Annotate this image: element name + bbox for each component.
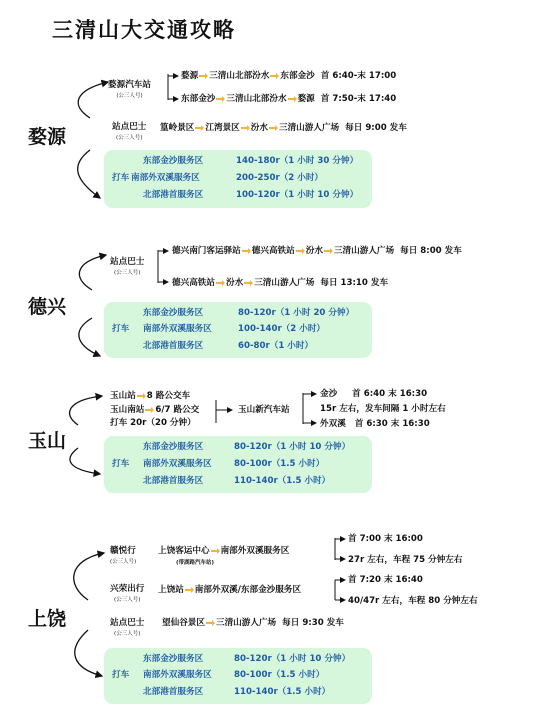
route-stop: 汾水 — [250, 123, 268, 133]
wuyuan-route-2 — [181, 93, 396, 105]
dexing-stop-bus-label — [110, 257, 144, 279]
route-time: 首 6:40 末 16:30 — [352, 389, 428, 399]
taxi-dest: 东部金沙服务区 — [143, 442, 204, 452]
taxi-price: 80-120r（1 小时 10 分钟） — [234, 654, 351, 664]
route-time: 每日 8:00 发车 — [400, 246, 462, 256]
hand-arrow-icon — [244, 280, 253, 286]
route-stop: 上饶站 — [158, 585, 184, 595]
taxi-dest: 南部外双溪服务区 — [131, 173, 200, 183]
route-stop: 三清山游人广场 — [333, 246, 395, 256]
route-stop: 江湾景区 — [205, 123, 240, 133]
route-time: 首 6:40-末 17:00 — [320, 71, 397, 81]
operator-name: 赣悦行 — [110, 546, 136, 556]
shangrao-taxi-label: 打车 — [112, 670, 130, 680]
route-stop: 德兴高铁站 — [251, 246, 295, 256]
yushan-taxi-label: 打车 — [112, 459, 130, 469]
hand-arrow-icon — [137, 393, 146, 399]
dest-name: 金沙 — [320, 389, 338, 399]
route-stop: 南部外双溪服务区 — [220, 546, 290, 556]
hand-arrow-icon — [206, 620, 215, 626]
taxi-dest: 北部港首服务区 — [143, 687, 204, 697]
operator-sub: (公三人号) — [114, 597, 141, 603]
operator-name: 兴荣出行 — [110, 584, 145, 594]
operator-sub: (公三人号) — [110, 559, 137, 565]
stop-bus-name: 站点巴士 — [110, 257, 145, 267]
hand-arrow-icon — [199, 73, 208, 79]
hand-arrow-icon — [288, 96, 297, 102]
taxi-price: 80-100r（1.5 小时） — [234, 670, 325, 680]
hand-arrow-icon — [324, 248, 333, 254]
taxi-price: 60-80r（1 小时） — [238, 341, 314, 351]
taxi-dest: 东部金沙服务区 — [143, 156, 204, 166]
wuyuan-bus-station-label — [108, 80, 151, 102]
city-shangrao: 上饶 — [28, 608, 67, 630]
route-stop: 东部金沙 — [181, 94, 216, 104]
route-stop: 6/7 路公交 — [155, 405, 200, 415]
route-stop: 婺源 — [181, 71, 199, 81]
yushan-mid-info: 15r 左右，发车间隔 1 小时左右 — [320, 404, 446, 414]
stop-bus-sub: (公三人号) — [114, 631, 141, 637]
taxi-price: 110-140r（1.5 小时） — [234, 687, 331, 697]
route-stop: 德兴南门客运驿站 — [172, 246, 241, 256]
route-stop: 篁岭景区 — [160, 123, 195, 133]
route-stop: 玉山站 — [110, 391, 136, 401]
taxi-dest: 南部外双溪服务区 — [143, 459, 212, 469]
shangrao-stop-bus-route — [162, 617, 344, 629]
shangrao-ganyue-info: 27r 左右，车程 75 分钟左右 — [348, 555, 463, 565]
hand-arrow-icon — [211, 548, 220, 554]
taxi-dest: 南部外双溪服务区 — [143, 670, 212, 680]
taxi-dest: 北部港首服务区 — [143, 341, 204, 351]
wuyuan-stop-bus-route — [160, 122, 407, 134]
route-stop: 汾水 — [305, 246, 323, 256]
shangrao-xingrong-info: 40/47r 左右，车程 80 分钟左右 — [348, 596, 478, 606]
hand-arrow-icon — [270, 73, 279, 79]
shangrao-ganyue-label — [110, 546, 136, 568]
yushan-hub: 玉山新汽车站 — [238, 405, 290, 415]
stop-bus-sub: (公三人号) — [114, 270, 141, 276]
stop-bus-sub: (公三人号) — [116, 135, 143, 141]
wuyuan-stop-bus-label — [112, 122, 146, 144]
hand-arrow-icon — [242, 248, 251, 254]
route-time: 首 7:50-末 17:40 — [320, 94, 397, 104]
shangrao-stop-bus-label — [110, 618, 144, 640]
route-stop: 三清山北部汾水 — [209, 71, 270, 81]
hand-arrow-icon — [145, 407, 154, 413]
route-stop: 玉山南站 — [110, 405, 145, 415]
shangrao-xingrong-route — [158, 584, 301, 596]
wuyuan-bus-station-name: 婺源汽车站 — [108, 80, 151, 90]
hand-arrow-icon — [195, 125, 204, 131]
taxi-price: 80-120r（1 小时 10 分钟） — [234, 442, 351, 452]
hand-arrow-icon — [216, 96, 225, 102]
wuyuan-route-1 — [181, 70, 396, 82]
route-stop: 德兴高铁站 — [172, 278, 215, 288]
taxi-dest: 北部港首服务区 — [143, 190, 204, 200]
route-stop: 东部金沙 — [280, 71, 315, 81]
shangrao-ganyue-route — [158, 545, 289, 557]
route-time: 每日 9:00 发车 — [345, 123, 407, 133]
taxi-dest: 南部外双溪服务区 — [143, 324, 212, 334]
taxi-price: 100-120r（1 小时 10 分钟） — [236, 190, 359, 200]
route-time: 每日 9:30 发车 — [282, 618, 344, 628]
route-stop: 三清山北部汾水 — [226, 94, 287, 104]
stop-bus-name: 站点巴士 — [112, 122, 147, 132]
city-yushan: 玉山 — [28, 430, 67, 452]
wuyuan-bus-station-sub: (公三人号) — [116, 93, 143, 99]
taxi-price: 140-180r（1 小时 30 分钟） — [236, 156, 359, 166]
hand-arrow-icon — [241, 125, 250, 131]
dexing-route-1 — [172, 245, 462, 257]
yushan-dest-1 — [320, 388, 427, 400]
shangrao-ganyue-station-sub: (带湖路汽车站) — [176, 560, 215, 566]
dest-name: 外双溪 — [320, 419, 346, 429]
taxi-price: 100-140r（2 小时） — [238, 324, 326, 334]
yushan-source-3: 打车 20r（20 分钟） — [110, 418, 196, 428]
route-stop: 上饶客运中心 — [158, 546, 210, 556]
route-stop: 8 路公交车 — [146, 391, 191, 401]
yushan-source-1 — [110, 390, 190, 402]
route-stop: 汾水 — [225, 278, 244, 288]
dexing-taxi-label: 打车 — [112, 324, 130, 334]
route-stop: 三清山游人广场 — [254, 278, 315, 288]
taxi-dest: 北部港首服务区 — [143, 476, 204, 486]
stop-bus-name: 站点巴士 — [110, 618, 145, 628]
route-time: 首 6:30 末 16:30 — [354, 419, 430, 429]
page-title: 三清山大交通攻略 — [52, 17, 236, 42]
wuyuan-taxi-label: 打车 — [112, 173, 130, 183]
route-stop: 三清山游人广场 — [278, 123, 340, 133]
shangrao-ganyue-time: 首 7:00 末 16:00 — [348, 534, 423, 544]
hand-arrow-icon — [216, 280, 225, 286]
city-wuyuan: 婺源 — [28, 126, 67, 148]
city-dexing: 德兴 — [28, 296, 67, 318]
yushan-source-2 — [110, 404, 199, 416]
yushan-dest-2 — [320, 418, 430, 430]
route-stop: 三清山游人广场 — [215, 618, 277, 628]
route-stop: 望仙谷景区 — [162, 618, 205, 628]
taxi-dest: 东部金沙服务区 — [143, 654, 204, 664]
taxi-price: 200-250r（2 小时） — [236, 173, 324, 183]
route-time: 每日 13:10 发车 — [320, 278, 389, 288]
route-stop: 婺源 — [297, 94, 315, 104]
hand-arrow-icon — [296, 248, 305, 254]
shangrao-xingrong-time: 首 7:20 末 16:40 — [348, 575, 423, 585]
hand-arrow-icon — [185, 587, 194, 593]
hand-arrow-icon — [269, 125, 278, 131]
shangrao-xingrong-label — [110, 584, 144, 606]
route-stop: 南部外双溪/东部金沙服务区 — [194, 585, 302, 595]
taxi-dest: 东部金沙服务区 — [143, 308, 204, 318]
taxi-price: 110-140r（1.5 小时） — [234, 476, 331, 486]
taxi-price: 80-100r（1.5 小时） — [234, 459, 325, 469]
dexing-route-2 — [172, 277, 388, 289]
taxi-price: 80-120r（1 小时 20 分钟） — [238, 308, 355, 318]
